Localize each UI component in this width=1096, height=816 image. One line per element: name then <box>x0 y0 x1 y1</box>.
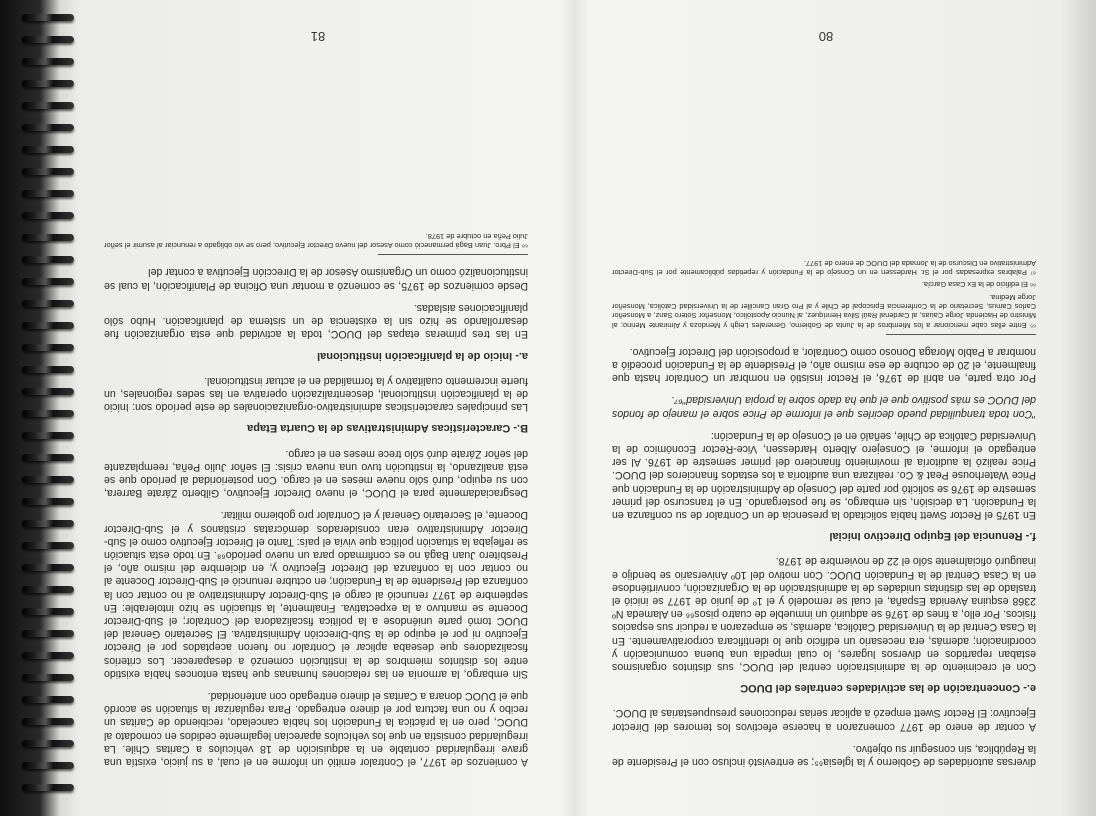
binding-coil <box>22 168 74 175</box>
page-81-paragraph-2: Sin embargo, la armonía en las relaciones humanas que hasta entonces había existido entre los distintos miembros de la institución comenzó a desaparecer. Los criterios fiscalizadores que deseaba aplicar el Contralor no fueron aceptados por el Director Ejecutivo ni por el equipo de la Sub-Dirección Administrativa. El Secretario General del DUOC tomó parte uniéndose a la política fiscalizadora del Contralor; el Sub-Director Docente se mantuvo a la expectativa. Finalmente, la situación se hizo intolerable: En septiembre de 1977 renunció al cargo el Sub-Director Administrativo al no contar con la confianza del Presidente de la Fundación; en octubre renunció el Sub-Director Docente al no contar con la confianza del Director Ejecutivo y, en diciembre del mismo año, el Presbítero Juan Bagá no es confirmado para un nuevo período⁶⁸. En todo esta situación se reflejaba la situación política que vivía el país: Tanto el Director Ejecutivo como el Sub-Director Administrativo eran considerados demócratas cristianos y el Sub-Director Docente, el Secretario General y el Contralor pro gobierno militar. <box>104 509 528 680</box>
page-80-paragraph-4: En 1975 el Rector Swett había solicitado la presencia de un Contralor de su confianza en la Fundación. La decisión, sin embargo, se fue postergando. En el transcurso del primer semestre de 1976 se solicitó por parte del Consejo de Administración de la Fundación que Price Waterhouse Peat & Co. realizara una auditoría a los estados financieros del DUOC. Price realizó la auditoría al movimiento financiero del primer semestre de 1976. Al ser entregado el informe, el Consejero Alberto Hardessen, Vice-Rector Económico de la Universidad Católica de Chile, señaló en el Consejo de la Fundación: <box>611 429 1036 521</box>
binding-coil <box>22 542 74 549</box>
page-81-paragraph-6: Desde comienzos de 1975, se comenzó a montar una Oficina de Planificación, la cual se institucionalizó como un Organismo Asesor de la Dirección Ejecutiva a contar del <box>104 266 528 292</box>
binding-coil <box>22 630 74 637</box>
page-80-body <box>612 255 1036 768</box>
binding-coil <box>22 80 74 87</box>
page-81 <box>68 8 568 808</box>
heading-concentracion: e.- Concentración de las actividades centrales del DUOC <box>740 682 1036 695</box>
binding-coil <box>22 102 74 109</box>
footnote-66: ⁶⁶ El edificio de la Ex Casa García. <box>921 280 1036 290</box>
binding-coil <box>22 410 74 417</box>
binding-coil <box>22 58 74 65</box>
heading-caracteristicas: B.- Características Administrativas de la Cuarta Etapa <box>247 422 528 435</box>
binding-coil <box>22 366 74 373</box>
binding-coil <box>22 784 74 791</box>
binding-coil <box>22 718 74 725</box>
binding-coil <box>22 14 74 21</box>
page-80-paragraph-2: A contar de enero de 1977 comenzaron a hacerse efectivos los temores del Director Ejecutivo: El Rector Swett empezó a aplicar serias reducciones presupuestarias al DUOC. <box>612 707 1036 733</box>
footnote-67: ⁶⁷ Palabras expresadas por el Sr. Hardessen en un Consejo de la Fundación y repetidas públicamente por el Sub-Director Administrativo en Discurso de la Jornada del DUOC de enero de 1977. <box>612 258 1036 278</box>
binding-coil <box>22 278 74 285</box>
page-81-paragraph-3: Desgraciadamente para el DUOC, el nuevo Director Ejecutivo, Gilberto Zárate Barrera, con su equipo, duró sólo nueve meses en el cargo. Con posterioridad al período que se está analizando, la institución tuvo una nueva crisis: El señor Julio Peña, reemplazante del señor Zárate duró sólo trece meses en el cargo. <box>104 447 528 500</box>
binding-coil <box>22 586 74 593</box>
heading-renuncia: f.- Renuncia del Equipo Directivo Inicial <box>829 530 1036 543</box>
page-81-paragraph-5: En las tres primeras etapas del DUOC, toda la actividad que esta organización fue desarrollando se hizo sin la existencia de un sistema de planificación. Hubo sólo planificaciones aisladas. <box>104 301 528 341</box>
footnote-rule <box>378 254 528 255</box>
page-80-paragraph-3: Con el crecimiento de la administración central del DUOC, sus distintos organismos estaban repartidos en diversos lugares, lo cual impedía una buena comunicación y coordinación; además, era necesario un edificio que lo identificara corporativamente. En la Casa Central de la Universidad Católica, además, se empezaron a reducir sus espacios físicos. Por ello, a fines de 1976 se adquirió un inmueble de cuatro pisos⁶⁶ en Alameda Nº 2368 esquina Avenida España, el cual se remodeló y el 1º de junio de 1977 se inició el traslado de las distintas unidades de la administración de la Organización, convirtiéndose en la Casa Central de la Fundación DUOC. Con motivo del 10º Aniversario se bendijo e inauguró oficialmente sólo el 22 de noviembre de 1978. <box>612 555 1036 673</box>
binding-coil <box>22 608 74 615</box>
page-number-80: 80 <box>818 29 834 45</box>
heading-planificacion: a.- Inicio de la planificación institucional <box>317 349 528 362</box>
binding-coil <box>22 256 74 263</box>
binding-coil <box>22 388 74 395</box>
hardessen-quote: "Con toda tranquilidad puedo decirles que el informe de Price sobre el manejo de fondos del DUOC es más positivo que el que ha dado sobre la propia Universidad"⁶⁷. <box>612 394 1036 420</box>
footnote-65: ⁶⁵ Entre ellas cabe mencionar a los Miembros de la Junta de Gobierno, Generales Leigh y Mendoza y Almirante Merino; al Ministro de Hacienda Jorge Cauas, al Cardenal Raúl Silva Henríquez, al Nuncio Apostólico, Monseñor Sotero Sanz, a Monseñor Carlos Camus, Secretario de la Conferencia Episcopal de Chile y al Pro Gran Canciller de la Universidad Católica, Monseñor Jorge Medina. <box>612 292 1036 330</box>
binding-coil <box>22 212 74 219</box>
binding-coil <box>22 740 74 747</box>
binding-coil <box>22 652 74 659</box>
page-80 <box>576 8 1076 808</box>
binding-coil <box>22 300 74 307</box>
binding-coil <box>22 520 74 527</box>
rotated-pages <box>68 8 1076 808</box>
binding-coil <box>22 564 74 571</box>
binding-coil <box>22 234 74 241</box>
binding-coil <box>22 124 74 131</box>
binding-coil <box>22 322 74 329</box>
binding-coil <box>22 146 74 153</box>
footnote-rule <box>886 334 1036 335</box>
binding-coil <box>22 762 74 769</box>
binding-coil <box>22 674 74 681</box>
footnote-68: ⁶⁸ El Pbro. Juan Bagá permaneció como Asesor del nuevo Director Ejecutivo, pero se vio obligado a renunciar al asumir el señor Julio Peña en octubre de 1978. <box>104 232 528 251</box>
binding-coil <box>22 498 74 505</box>
page-number-81: 81 <box>310 29 326 45</box>
binding-coil <box>22 432 74 439</box>
binding-coil <box>22 344 74 351</box>
page-81-paragraph-1: A comienzos de 1977, el Contralor emitió un informe en el cual, a su juicio, existía una grave irregularidad contable en la adquisición de 18 vehículos a Caritas Chile. La irregularidad consistía en que los vehículos aparecían legalmente cedidos en comodato al DUOC, pero en la práctica la Fundación los había cancelado, recibiendo de Caritas un recibo y no una factura por el dinero entregado. Para regularizar la situación se acordó que el DUOC donara a Caritas el dinero entregado con anterioridad. <box>104 689 528 768</box>
page-81-body <box>104 229 528 768</box>
binding-coil <box>22 696 74 703</box>
page-81-paragraph-4: Las principales características administrativo-organizacionales de este período son: Inicio de la planificación institucional, descentralización operativa en las sedes regionales, un fuerte incremento cualitativo y la formalidad en el actuar institucional. <box>104 374 528 414</box>
page-80-paragraph-5: Por otra parte, en abril de 1976, el Rector insistió en nombrar un Contralor hasta que finalmente, el 20 de octubre de ese mismo año, el Presidente de la Fundación procedió a nombrar a Pablo Moraga Donoso como Contralor, a proposición del Director Ejecutivo. <box>612 345 1036 385</box>
page-80-paragraph-1: diversas autoridades de Gobierno y la Iglesia⁶⁵; se entrevistó incluso con el Presidente de la República, sin conseguir su objetivo. <box>612 742 1036 768</box>
binding-coil <box>22 190 74 197</box>
binding-coil <box>22 454 74 461</box>
binding-coil <box>22 36 74 43</box>
binding-coil <box>22 476 74 483</box>
